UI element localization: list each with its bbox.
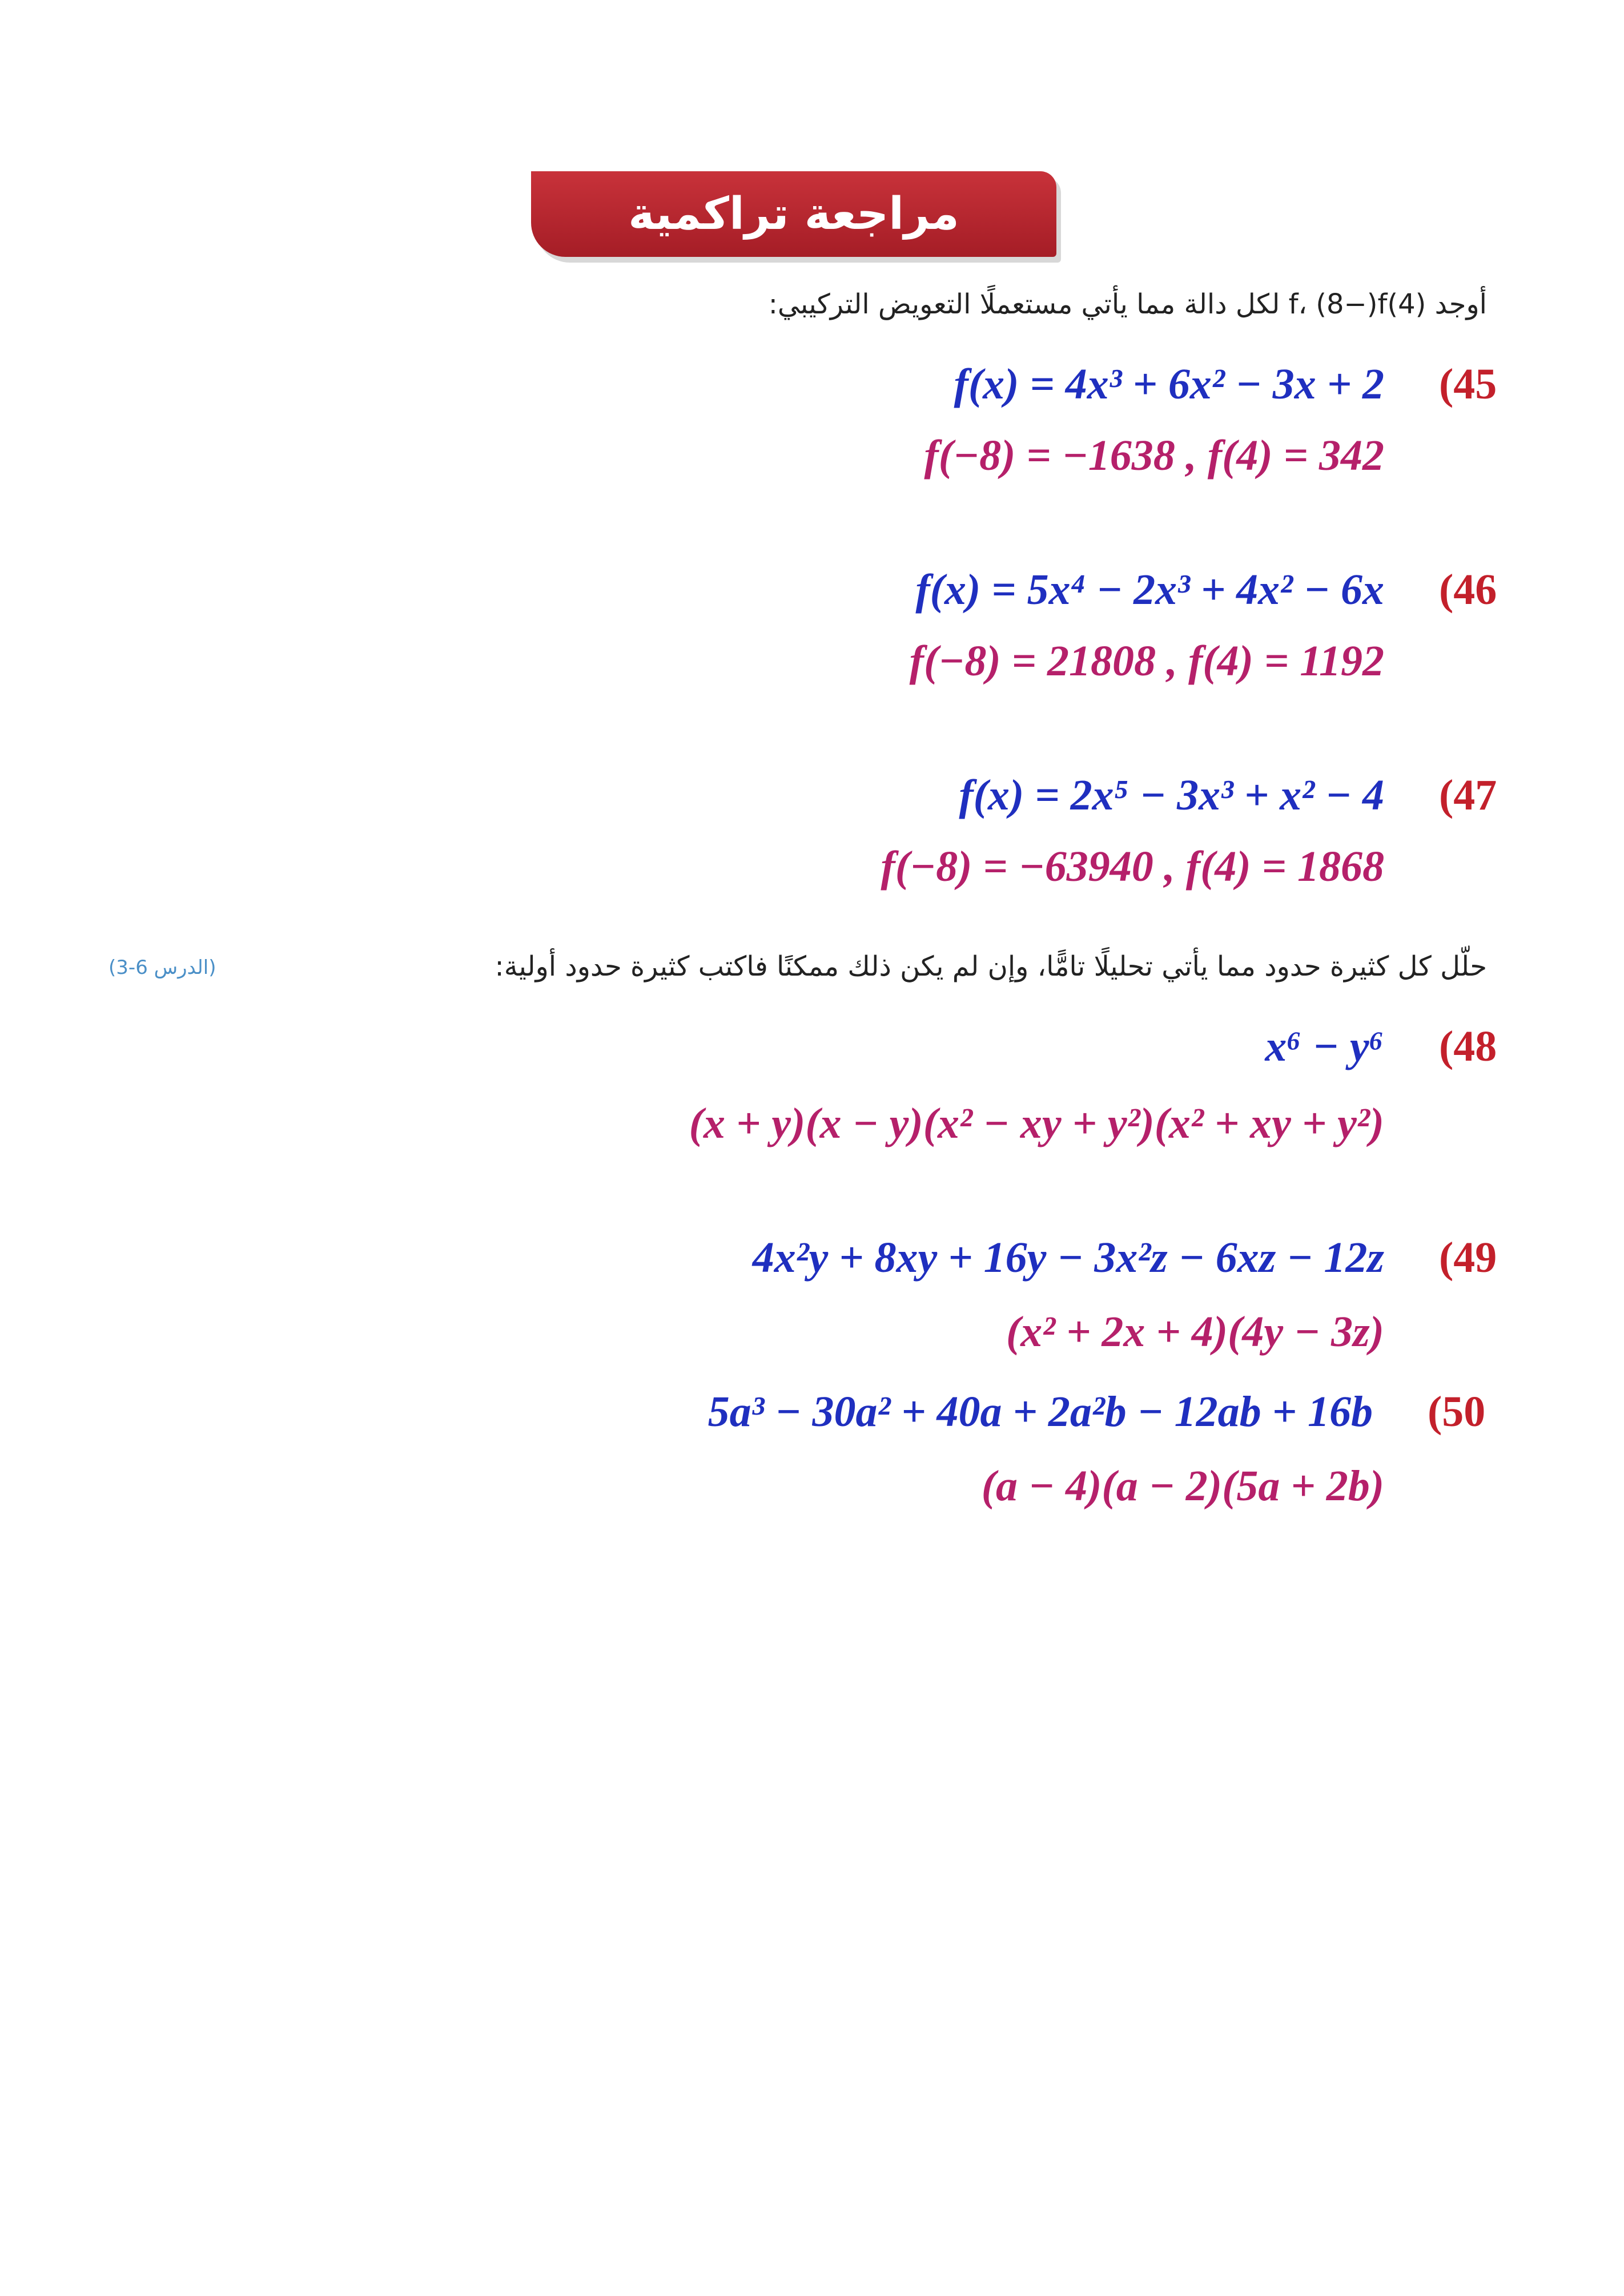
problem-number-48: (48 (1439, 1022, 1497, 1070)
problem-expression-48: x⁶ − y⁶ (1265, 1022, 1384, 1070)
problem-number-50: (50 (1428, 1388, 1486, 1436)
problem-answer-50: (a − 4)(a − 2)(5a + 2b) (981, 1462, 1384, 1510)
instruction-substitution: أوجد (4)f، (8−)f لكل دالة مما يأتي مستعملًا التعويض التركيبي: (768, 288, 1487, 320)
problem-expression-50: 5a³ − 30a² + 40a + 2a²b − 12ab + 16b (708, 1388, 1373, 1436)
lesson-reference: (الدرس 6-3) (108, 956, 216, 979)
problem-expression-46: f(x) = 5x⁴ − 2x³ + 4x² − 6x (915, 566, 1384, 614)
instruction-factor: حلّل كل كثيرة حدود مما يأتي تحليلًا تامًّا، وإن لم يكن ذلك ممكنًا فاكتب كثيرة حدود أولية: (495, 950, 1487, 982)
problem-answer-46: f(−8) = 21808 , f(4) = 1192 (909, 637, 1384, 685)
problem-number-49: (49 (1439, 1234, 1497, 1282)
problem-answer-48: (x + y)(x − y)(x² − xy + y²)(x² + xy + y²) (689, 1099, 1384, 1147)
problem-answer-47: f(−8) = −63940 , f(4) = 1868 (881, 843, 1384, 891)
problem-answer-45: f(−8) = −1638 , f(4) = 342 (924, 432, 1384, 480)
problem-answer-49: (x² + 2x + 4)(4y − 3z) (1006, 1308, 1384, 1356)
problem-expression-49: 4x²y + 8xy + 16y − 3x²z − 6xz − 12z (752, 1234, 1384, 1282)
section-title: مراجعة تراكمية (628, 188, 959, 240)
problem-expression-45: f(x) = 4x³ + 6x² − 3x + 2 (954, 360, 1384, 408)
problem-number-45: (45 (1439, 360, 1497, 408)
problem-number-47: (47 (1439, 771, 1497, 819)
problem-number-46: (46 (1439, 566, 1497, 614)
problem-expression-47: f(x) = 2x⁵ − 3x³ + x² − 4 (959, 771, 1384, 819)
